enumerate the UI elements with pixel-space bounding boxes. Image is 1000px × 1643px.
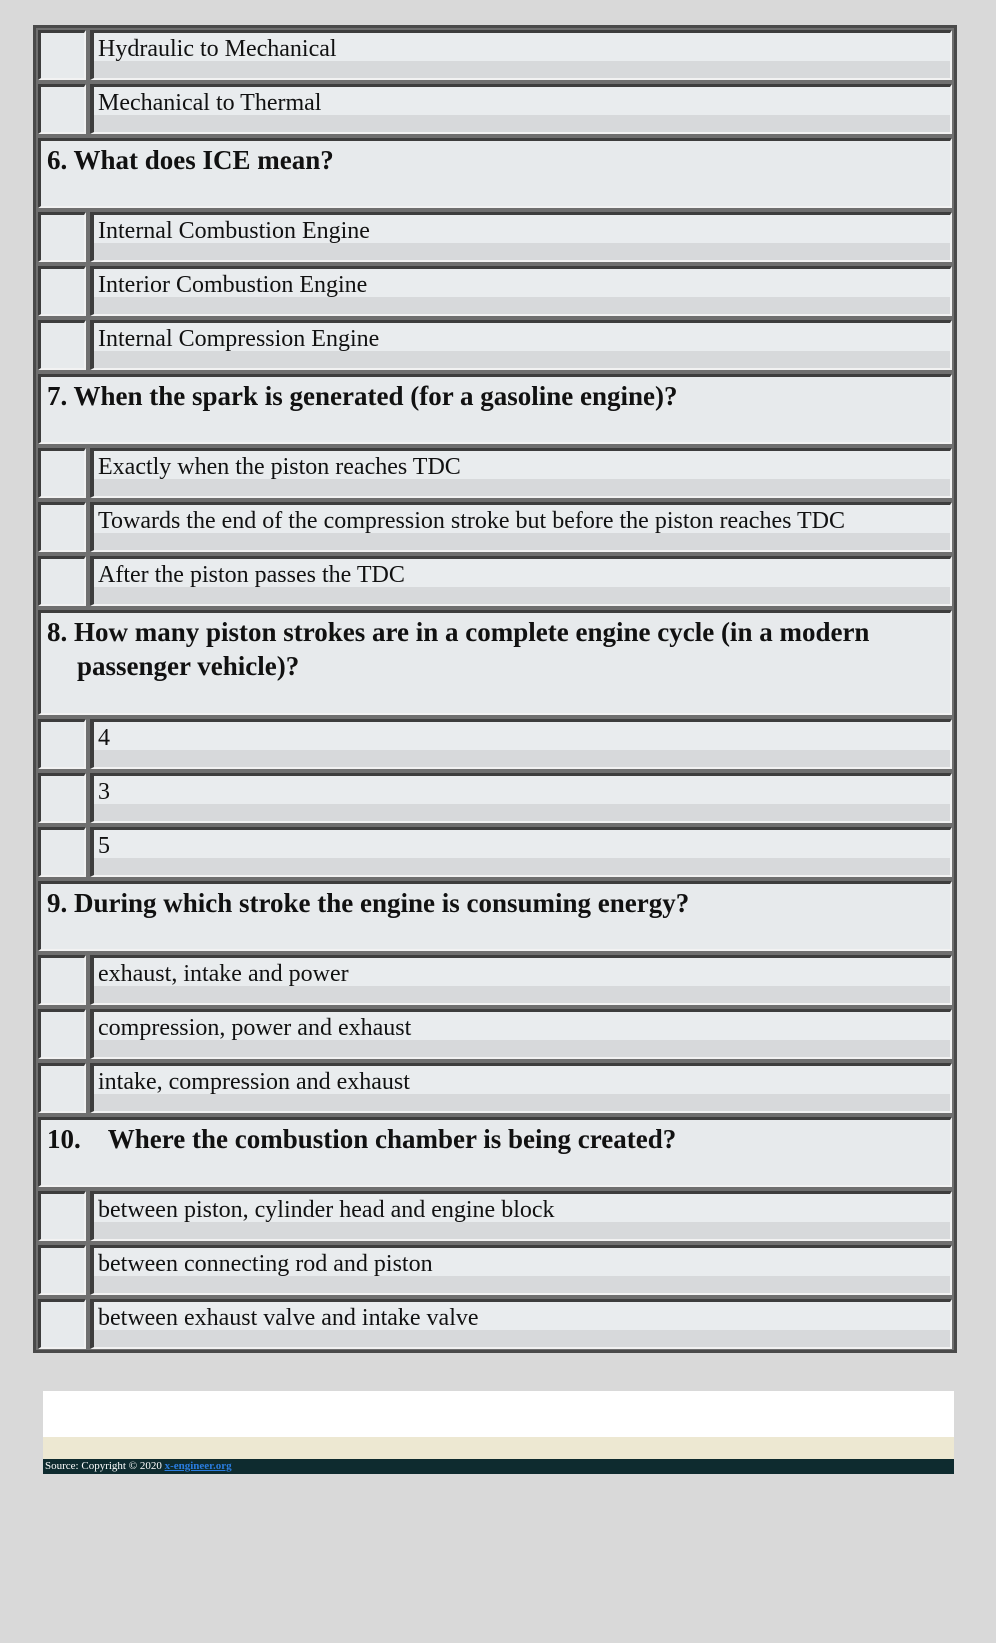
answer-checkbox[interactable] [38, 320, 86, 370]
question-row [38, 138, 952, 208]
answer-row [38, 448, 952, 498]
answer-option[interactable]: Interior Combustion Engine [90, 266, 952, 316]
answer-option[interactable]: exhaust, intake and power [90, 955, 952, 1005]
answer-row [38, 556, 952, 606]
answer-checkbox[interactable] [38, 719, 86, 769]
answer-option[interactable]: After the piston passes the TDC [90, 556, 952, 606]
answer-checkbox[interactable] [38, 1245, 86, 1295]
question-row [38, 610, 952, 715]
answer-option[interactable]: 3 [90, 773, 952, 823]
answer-row [38, 320, 952, 370]
answer-checkbox[interactable] [38, 448, 86, 498]
answer-row [38, 1009, 952, 1059]
question-8-title: 8. How many piston strokes are in a complete engine cycle (in a modern passenger vehicle)? [38, 610, 952, 715]
answer-row [38, 1191, 952, 1241]
answer-option[interactable]: 5 [90, 827, 952, 877]
answer-checkbox[interactable] [38, 502, 86, 552]
answer-row [38, 212, 952, 262]
answer-row [38, 773, 952, 823]
answer-option[interactable]: intake, compression and exhaust [90, 1063, 952, 1113]
answer-row [38, 827, 952, 877]
answer-checkbox[interactable] [38, 1009, 86, 1059]
answer-checkbox[interactable] [38, 556, 86, 606]
answer-row [38, 84, 952, 134]
content-spacer [43, 1391, 954, 1437]
answer-checkbox[interactable] [38, 84, 86, 134]
answer-option[interactable]: Internal Combustion Engine [90, 212, 952, 262]
answer-option[interactable]: compression, power and exhaust [90, 1009, 952, 1059]
answer-option[interactable]: Internal Compression Engine [90, 320, 952, 370]
quiz-table [33, 25, 957, 1353]
answer-checkbox[interactable] [38, 773, 86, 823]
question-10-title [38, 1117, 952, 1187]
answer-option[interactable]: Hydraulic to Mechanical [90, 30, 952, 80]
answer-checkbox[interactable] [38, 955, 86, 1005]
answer-option[interactable]: Towards the end of the compression stroke but before the piston reaches TDC [90, 502, 952, 552]
answer-checkbox[interactable] [38, 1063, 86, 1113]
question-row [38, 881, 952, 951]
answer-row [38, 1063, 952, 1113]
question-row [38, 374, 952, 444]
answer-checkbox[interactable] [38, 1191, 86, 1241]
answer-option[interactable]: Mechanical to Thermal [90, 84, 952, 134]
answer-option[interactable]: between connecting rod and piston [90, 1245, 952, 1295]
answer-checkbox[interactable] [38, 827, 86, 877]
question-6-title: 6. What does ICE mean? [38, 138, 952, 208]
source-link[interactable]: x-engineer.org [164, 1460, 232, 1472]
answer-option[interactable]: between piston, cylinder head and engine block [90, 1191, 952, 1241]
answer-option[interactable]: Exactly when the piston reaches TDC [90, 448, 952, 498]
answer-row [38, 1245, 952, 1295]
answer-checkbox[interactable] [38, 212, 86, 262]
question-row [38, 1117, 952, 1187]
answer-option[interactable]: 4 [90, 719, 952, 769]
question-7-title: 7. When the spark is generated (for a gasoline engine)? [38, 374, 952, 444]
question-text: Where the combustion chamber is being created? [107, 1124, 677, 1154]
question-number: 10. [47, 1124, 81, 1154]
answer-row [38, 266, 952, 316]
answer-checkbox[interactable] [38, 1299, 86, 1349]
copyright-text: Source: Copyright © 2020 [45, 1460, 165, 1472]
answer-option[interactable]: between exhaust valve and intake valve [90, 1299, 952, 1349]
answer-row [38, 719, 952, 769]
answer-checkbox[interactable] [38, 266, 86, 316]
answer-row [38, 1299, 952, 1349]
answer-row [38, 502, 952, 552]
source-footer [43, 1459, 954, 1474]
question-9-title: 9. During which stroke the engine is consuming energy? [38, 881, 952, 951]
answer-checkbox[interactable] [38, 30, 86, 80]
answer-row [38, 30, 952, 80]
page-edge [996, 0, 1000, 1643]
footer-band [43, 1437, 954, 1459]
answer-row [38, 955, 952, 1005]
